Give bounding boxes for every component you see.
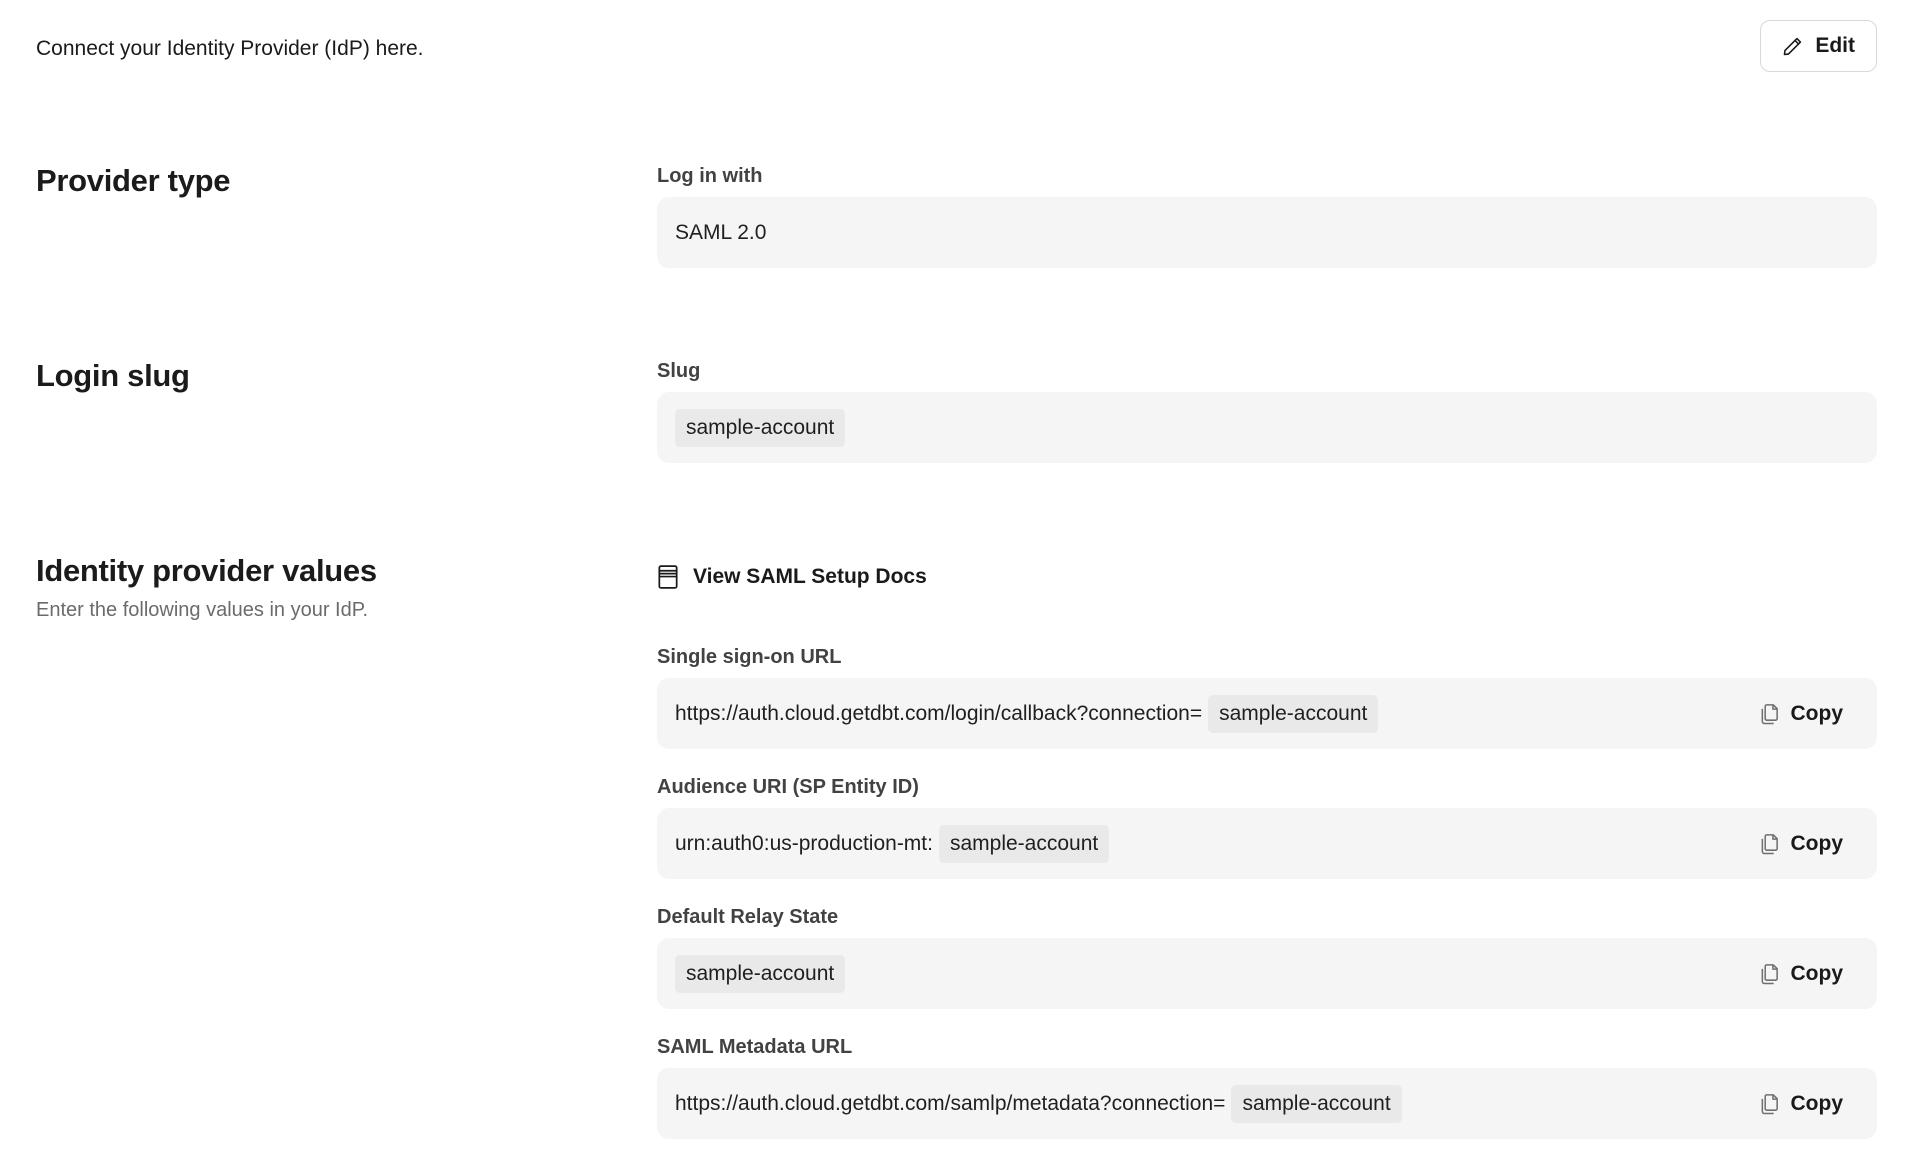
docs-link-label: View SAML Setup Docs	[693, 565, 927, 588]
saml-metadata-url-label: SAML Metadata URL	[657, 1036, 853, 1058]
copy-button-label: Copy	[1790, 1091, 1843, 1115]
slug-field-block	[657, 358, 1877, 463]
audience-uri-field	[657, 808, 1877, 879]
login-with-value: SAML 2.0	[675, 220, 767, 244]
edit-button-label: Edit	[1815, 34, 1855, 57]
copy-button-single-sign-on-url[interactable]	[1759, 701, 1844, 726]
copy-button-audience-uri[interactable]	[1759, 831, 1844, 856]
copy-button-label: Copy	[1790, 701, 1843, 725]
login-slug-heading: Login slug	[36, 358, 190, 393]
slug-label: Slug	[657, 360, 701, 382]
default-relay-state-field	[657, 938, 1877, 1009]
copy-pages-icon	[1759, 1091, 1780, 1116]
idp-values-subtitle: Enter the following values in your IdP.	[36, 599, 369, 621]
single-sign-on-url-field	[657, 678, 1877, 749]
copy-pages-icon	[1759, 961, 1780, 986]
audience-uri-label: Audience URI (SP Entity ID)	[657, 776, 919, 798]
header-row	[36, 20, 1877, 72]
idp-field-saml-metadata-url	[657, 1034, 1877, 1139]
login-with-label: Log in with	[657, 165, 763, 187]
idp-field-single-sign-on-url	[657, 644, 1877, 749]
pencil-icon	[1782, 35, 1804, 57]
page-description: Connect your Identity Provider (IdP) here.	[36, 37, 424, 60]
view-saml-setup-docs-link[interactable]	[657, 564, 927, 590]
default-relay-state-label: Default Relay State	[657, 906, 839, 928]
single-sign-on-url-prefix: https://auth.cloud.getdbt.com/login/callback?connection=	[675, 701, 1203, 725]
provider-type-heading: Provider type	[36, 163, 231, 198]
slug-chip: sample-account	[939, 825, 1109, 863]
single-sign-on-url-label: Single sign-on URL	[657, 646, 842, 668]
slug-chip: sample-account	[1208, 695, 1378, 733]
saml-metadata-url-field	[657, 1068, 1877, 1139]
login-with-field-block	[657, 163, 1877, 268]
audience-uri-prefix: urn:auth0:us-production-mt:	[675, 831, 933, 855]
saml-metadata-url-prefix: https://auth.cloud.getdbt.com/samlp/metadata?connection=	[675, 1091, 1226, 1115]
section-provider-type	[36, 163, 1877, 268]
section-login-slug	[36, 358, 1877, 463]
slug-chip: sample-account	[675, 955, 845, 993]
copy-pages-icon	[1759, 701, 1780, 726]
copy-button-default-relay-state[interactable]	[1759, 961, 1844, 986]
copy-button-label: Copy	[1790, 831, 1843, 855]
idp-values-heading: Identity provider values	[36, 553, 377, 588]
slug-chip: sample-account	[1231, 1085, 1401, 1123]
idp-field-audience-uri	[657, 774, 1877, 879]
slug-field	[657, 392, 1877, 463]
book-icon	[657, 564, 679, 590]
copy-button-saml-metadata-url[interactable]	[1759, 1091, 1844, 1116]
idp-field-default-relay-state	[657, 904, 1877, 1009]
slug-chip: sample-account	[675, 409, 845, 447]
edit-button[interactable]	[1760, 20, 1877, 72]
copy-pages-icon	[1759, 831, 1780, 856]
copy-button-label: Copy	[1790, 961, 1843, 985]
login-with-field	[657, 197, 1877, 268]
section-idp-values	[36, 553, 1877, 1139]
